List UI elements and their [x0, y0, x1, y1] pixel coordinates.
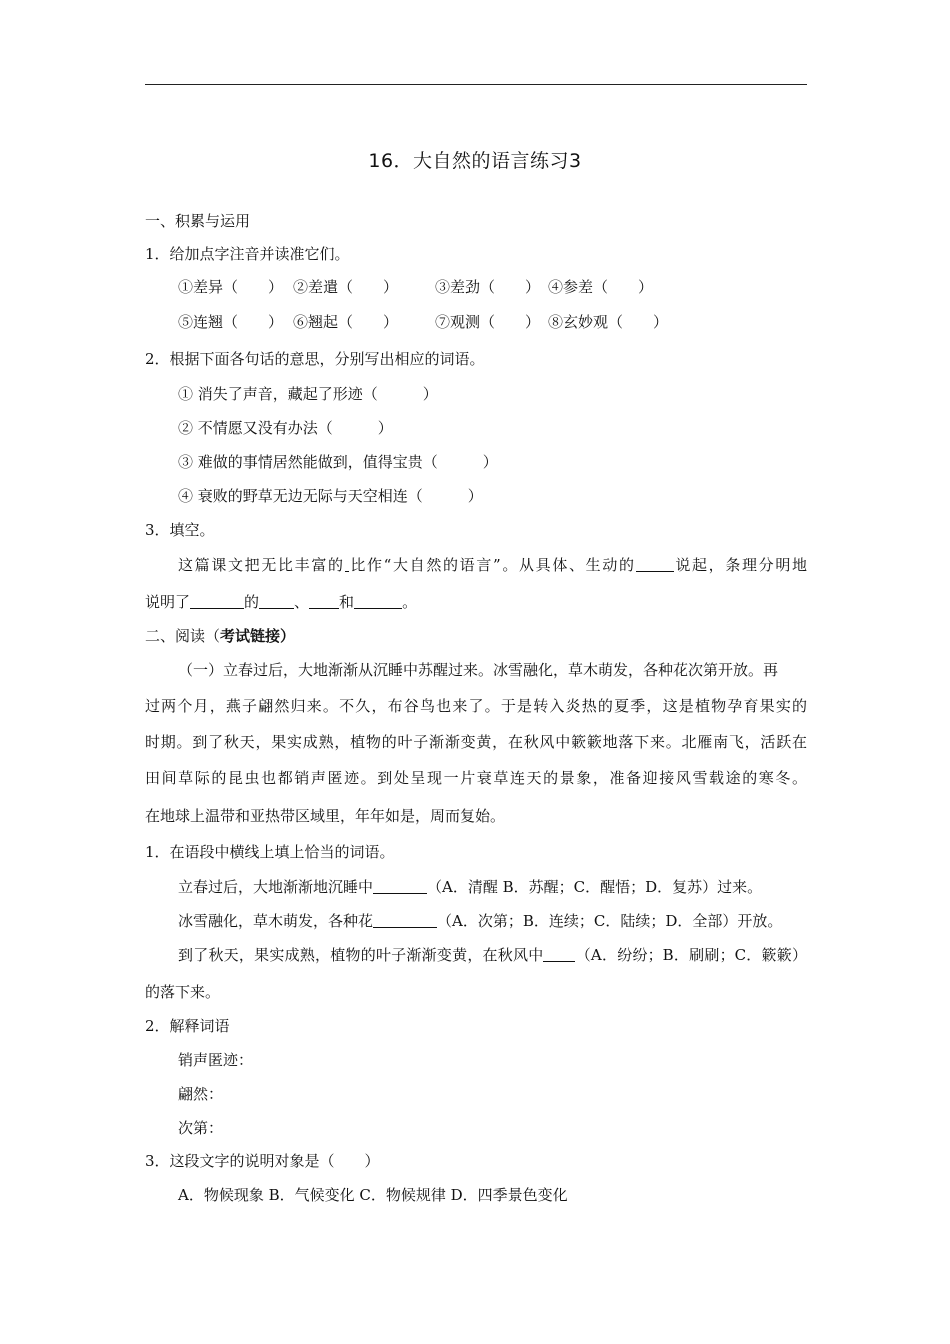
q1-item-4: ④参差（ ） [548, 278, 654, 296]
blank[interactable] [373, 911, 437, 928]
q2-stem: 2．根据下面各句话的意思，分别写出相应的词语。 [145, 350, 485, 368]
passage-line-5: 在地球上温带和亚热带区域里，年年如是，周而复始。 [145, 807, 506, 825]
q3-line1: 这篇课文把无比丰富的 比作“大自然的语言”。从具体、生动的 说起，条理分明地 [178, 556, 807, 574]
r3-stem: 3．这段文字的说明对象是（ ） [145, 1152, 380, 1170]
passage-line-3: 时期。到了秋天，果实成熟，植物的叶子渐渐变黄，在秋风中簌簌地落下来。北雁南飞，活跃在 [145, 733, 807, 751]
q3-line2: 说明了 的 、 和 。 [145, 593, 418, 611]
r1-line3: 到了秋天，果实成熟，植物的叶子渐渐变黄，在秋风中 （A．纷纷；B．刷刷；C．簌簌） [178, 946, 807, 964]
passage-line-2: 过两个月，燕子翩然归来。不久，布谷鸟也来了。于是转入炎热的夏季，这是植物孕育果实的 [145, 697, 807, 715]
blank[interactable] [373, 877, 427, 894]
r2-item-2: 翩然： [178, 1085, 224, 1103]
r1-line4: 的落下来。 [145, 983, 221, 1001]
r1-stem: 1．在语段中横线上填上恰当的词语。 [145, 843, 395, 861]
section1-heading: 一、积累与运用 [145, 212, 251, 230]
r1-line1: 立春过后，大地渐渐地沉睡中 （A．清醒 B．苏醒；C．醒悟；D．复苏）过来。 [178, 878, 763, 896]
q2-item-4: ④ 衰败的野草无边无际与天空相连（ ） [178, 487, 483, 505]
blank[interactable] [543, 945, 575, 962]
page-title: 16．大自然的语言练习3 [368, 150, 582, 172]
r2-item-1: 销声匿迹： [178, 1051, 254, 1069]
r1-line2: 冰雪融化，草木萌发，各种花 （A．次第；B．连续；C．陆续；D．全部）开放。 [178, 912, 783, 930]
blank[interactable] [636, 555, 674, 572]
section2-heading: 二、阅读（考试链接） [145, 627, 296, 645]
q1-item-7: ⑦观测（ ） [435, 313, 541, 331]
q2-item-3: ③ 难做的事情居然能做到，值得宝贵（ ） [178, 453, 498, 471]
blank[interactable] [190, 592, 244, 609]
r2-stem: 2．解释词语 [145, 1017, 230, 1035]
q1-stem: 1．给加点字注音并读准它们。 [145, 245, 350, 263]
r3-options: A．物候现象 B．气候变化 C．物候规律 D．四季景色变化 [178, 1186, 568, 1204]
blank[interactable] [309, 592, 339, 609]
passage-line-4: 田间草际的昆虫也都销声匿迹。到处呈现一片衰草连天的景象，准备迎接风雪载途的寒冬。 [145, 769, 807, 787]
blank[interactable] [259, 592, 294, 609]
q1-item-5: ⑤连翘（ ） [178, 313, 284, 331]
blank[interactable] [354, 592, 402, 609]
q2-item-1: ① 消失了声音，藏起了形迹（ ） [178, 385, 438, 403]
header-rule [145, 84, 807, 85]
q1-item-3: ③差劲（ ） [435, 278, 541, 296]
q1-item-2: ②差遣（ ） [293, 278, 399, 296]
q1-item-8: ⑧玄妙观（ ） [548, 313, 669, 331]
q2-item-2: ② 不情愿又没有办法（ ） [178, 419, 393, 437]
q1-item-1: ①差异（ ） [178, 278, 284, 296]
passage-line-1: （一）立春过后，大地渐渐从沉睡中苏醒过来。冰雪融化，草木萌发，各种花次第开放。再 [178, 661, 779, 679]
q3-stem: 3．填空。 [145, 521, 215, 539]
q1-item-6: ⑥翘起（ ） [293, 313, 399, 331]
r2-item-3: 次第： [178, 1119, 224, 1137]
